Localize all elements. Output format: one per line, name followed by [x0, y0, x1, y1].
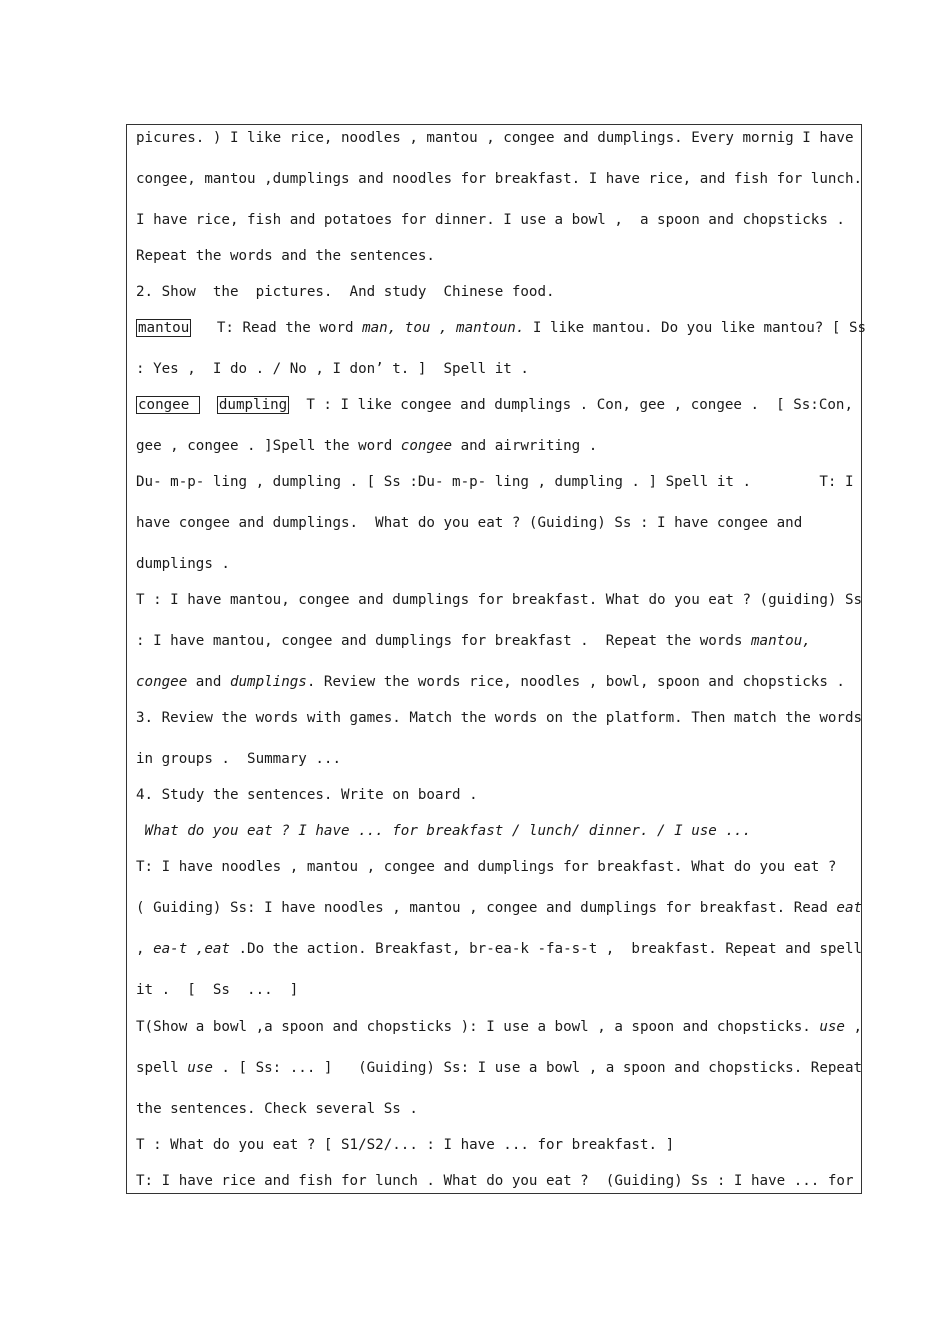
text-line: congee and dumplings. Review the words rice, noodles , bowl, spoon and chopsticks . [136, 674, 845, 690]
text-line: I have rice, fish and potatoes for dinner. I use a bowl , a spoon and chopsticks . [136, 212, 845, 228]
text-line: T: I have rice and fish for lunch . What do you eat ? (Guiding) Ss : I have ... for [136, 1173, 854, 1189]
text-line: ( Guiding) Ss: I have noodles , mantou , congee and dumplings for breakfast. Read eat [136, 900, 863, 916]
text-line: T: I have noodles , mantou , congee and dumplings for breakfast. What do you eat ? [136, 859, 837, 875]
boxed-word: congee [138, 397, 198, 413]
text-line: T : What do you eat ? [ S1/S2/... : I have ... for breakfast. ] [136, 1137, 675, 1153]
text-line: dumplings . [136, 556, 230, 572]
text-line: Repeat the words and the sentences. [136, 248, 435, 264]
text-line: spell use . [ Ss: ... ] (Guiding) Ss: I use a bowl , a spoon and chopsticks. Repeat [136, 1060, 863, 1076]
text-line: it . [ Ss ... ] [136, 982, 299, 998]
text-line: in groups . Summary ... [136, 751, 341, 767]
text-line: 3. Review the words with games. Match the words on the platform. Then match the words [136, 710, 863, 726]
text-line: gee , congee . ]Spell the word congee and airwriting . [136, 438, 598, 454]
text-line: : I have mantou, congee and dumplings for breakfast . Repeat the words mantou, [136, 633, 811, 649]
text-line: : Yes , I do . / No , I don’ t. ] Spell it . [136, 361, 529, 377]
text-line: congee dumpling T : I like congee and dumplings . Con, gee , congee . [ Ss:Con, [138, 397, 853, 413]
text-line: 4. Study the sentences. Write on board . [136, 787, 478, 803]
text-line: , ea-t ,eat .Do the action. Breakfast, br-ea-k -fa-s-t , breakfast. Repeat and spell [136, 941, 863, 957]
text-line: the sentences. Check several Ss . [136, 1101, 418, 1117]
text-line: T(Show a bowl ,a spoon and chopsticks ): I use a bowl , a spoon and chopsticks. use , [136, 1019, 863, 1035]
text-line: congee, mantou ,dumplings and noodles for breakfast. I have rice, and fish for lunch. [136, 171, 863, 187]
text-line: Du- m-p- ling , dumpling . [ Ss :Du- m-p- ling , dumpling . ] Spell it . T: I [136, 474, 854, 490]
boxed-word: dumpling [218, 397, 288, 413]
text-line: What do you eat ? I have ... for breakfast / lunch/ dinner. / I use ... [136, 823, 751, 839]
text-line: 2. Show the pictures. And study Chinese food. [136, 284, 555, 300]
text-line: mantou T: Read the word man, tou , mantoun. I like mantou. Do you like mantou? [ Ss [138, 320, 867, 336]
text-line: have congee and dumplings. What do you eat ? (Guiding) Ss : I have congee and [136, 515, 803, 531]
text-line: picures. ) I like rice, noodles , mantou , congee and dumplings. Every mornig I have [136, 130, 854, 146]
boxed-word: mantou [138, 320, 190, 336]
text-line: T : I have mantou, congee and dumplings for breakfast. What do you eat ? (guiding) Ss [136, 592, 863, 608]
